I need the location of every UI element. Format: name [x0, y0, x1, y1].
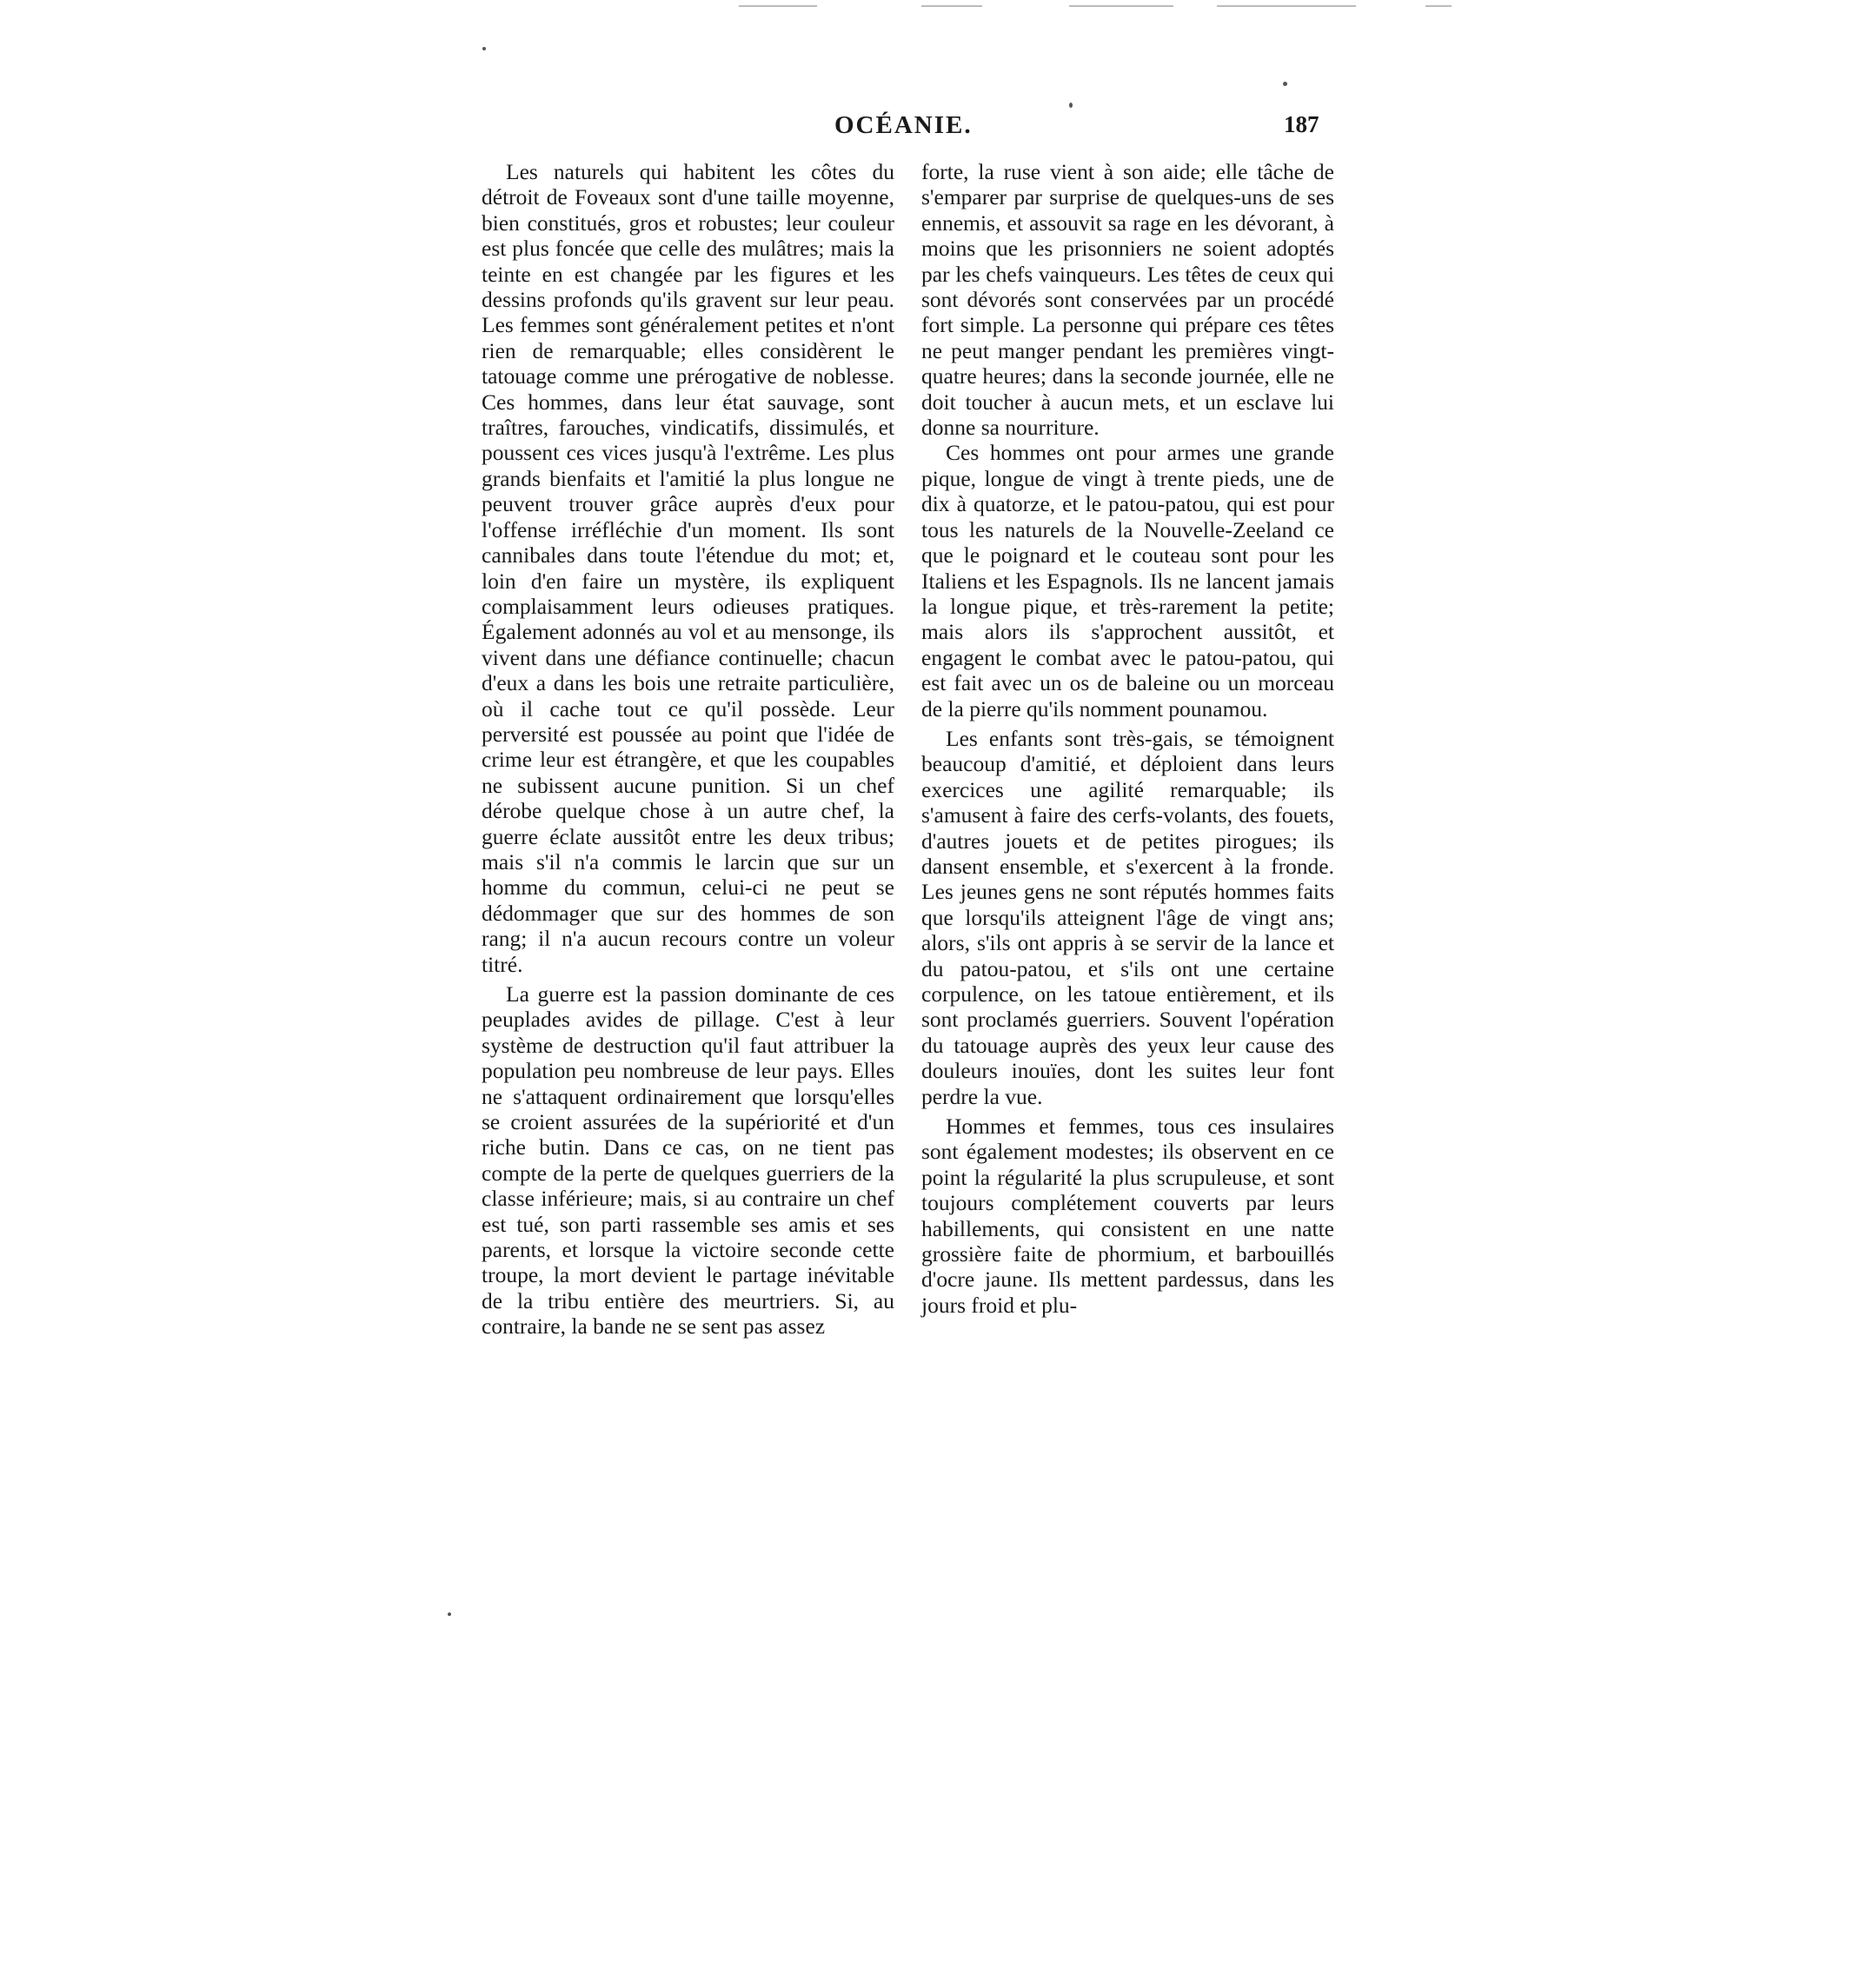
paragraph: Les naturels qui habitent les côtes du détroit de Foveaux sont d'une taille moyenne, bien constitués, gros et robustes; leur couleur est plus foncée que celle des mulâtres; mais la teinte en est changée par les figures et les dessins profonds qu'ils gravent sur leur peau. Les femmes sont généralement petites et n'ont rien de remarquable; elles considèrent le tatouage comme une prérogative de noblesse. Ces hommes, dans leur état sauvage, sont traîtres, farouches, vindicatifs, dissimulés, et poussent ces vices jusqu'à l'extrême. Les plus grands bienfaits et l'amitié la plus longue ne peuvent trouver grâce auprès d'eux pour l'offense irréfléchie d'un moment. Ils sont cannibales dans toute l'étendue du mot; et, loin d'en faire un mystère, ils expliquent complaisamment leurs odieuses pratiques. Également adonnés au vol et au mensonge, ils vivent dans une défiance continuelle; chacun d'eux a dans les bois une retraite particulière, où il cache tout ce qu'il possède. Leur perversité est poussée au point que l'idée de crime leur est étrangère, et que les coupables ne subissent aucune punition. Si un chef dérobe quelque chose à un autre chef, la guerre éclate aussitôt entre les deux tribus; mais s'il n'a commis le larcin que sur un homme du commun, celui-ci ne peut se dédommager que sur des hommes de son rang; il n'a aucun recours contre un voleur titré.: [482, 159, 894, 977]
page-number: 187: [1284, 111, 1319, 137]
scan-artifact: [1217, 5, 1356, 7]
scan-artifact: [1425, 5, 1452, 7]
scan-speck: [448, 1612, 451, 1616]
running-head: OCÉANIE.: [834, 111, 973, 139]
scan-artifact: [739, 5, 817, 7]
paragraph: Ces hommes ont pour armes une grande pique, longue de vingt à trente pieds, une de dix à quatorze, et le patou-patou, qui est pour tous les naturels de la Nouvelle-Zeeland ce que le poignard et le couteau sont pour les Italiens et les Espagnols. Ils ne lancent jamais la longue pique, et très-rarement la petite; mais alors ils s'approchent aussitôt, et engagent le combat avec le patou-patou, qui est fait avec un os de baleine ou un morceau de la pierre qu'ils nomment pounamou.: [921, 440, 1334, 721]
left-column: [482, 159, 894, 1340]
scan-artifact: [921, 5, 982, 7]
scan-speck: [1283, 82, 1287, 86]
scan-speck: [1069, 103, 1073, 108]
paragraph: La guerre est la passion dominante de ces peuplades avides de pillage. C'est à leur système de destruction qu'il faut attribuer la population peu nombreuse de leur pays. Elles ne s'attaquent ordinairement que lorsqu'elles se croient assurées de la supériorité et d'un riche butin. Dans ce cas, on ne tient pas compte de la perte de quelques guerriers de la classe inférieure; mais, si au contraire un chef est tué, son parti rassemble ses amis et ses parents, et lorsque la victoire seconde cette troupe, la mort devient le partage inévitable de la tribu entière des meurtriers. Si, au contraire, la bande ne se sent pas assez: [482, 981, 894, 1340]
paragraph: Hommes et femmes, tous ces insulaires sont également modestes; ils observent en ce point la régularité la plus scrupuleuse, et sont toujours complétement couverts par leurs habillements, qui consistent en une natte grossière faite de phormium, et barbouillés d'ocre jaune. Ils mettent pardessus, dans les jours froid et plu-: [921, 1114, 1334, 1318]
scan-speck: [482, 47, 486, 50]
right-column: [921, 159, 1334, 1318]
paragraph: Les enfants sont très-gais, se témoignent beaucoup d'amitié, et déploient dans leurs exercices une agilité remarquable; ils s'amusent à faire des cerfs-volants, des fouets, d'autres jouets et de petites pirogues; ils dansent ensemble, et s'exercent à la fronde. Les jeunes gens ne sont réputés hommes faits que lorsqu'ils atteignent l'âge de vingt ans; alors, s'ils ont appris à se servir de la lance et du patou-patou, et s'ils ont une certaine corpulence, on les tatoue entièrement, et ils sont proclamés guerriers. Souvent l'opération du tatouage auprès des yeux leur cause des douleurs inouïes, dont les suites leur font perdre la vue.: [921, 725, 1334, 1109]
scan-artifact: [1069, 5, 1173, 7]
paragraph-continuation: forte, la ruse vient à son aide; elle tâche de s'emparer par surprise de quelques-uns de ses ennemis, et assouvit sa rage en les dévorant, à moins que les prisonniers ne soient adoptés par les chefs vainqueurs. Les têtes de ceux qui sont dévorés sont conservées par un procédé fort simple. La personne qui prépare ces têtes ne peut manger pendant les premières vingt-quatre heures; dans la seconde journée, elle ne doit toucher à aucun mets, et un esclave lui donne sa nourriture.: [921, 159, 1334, 441]
